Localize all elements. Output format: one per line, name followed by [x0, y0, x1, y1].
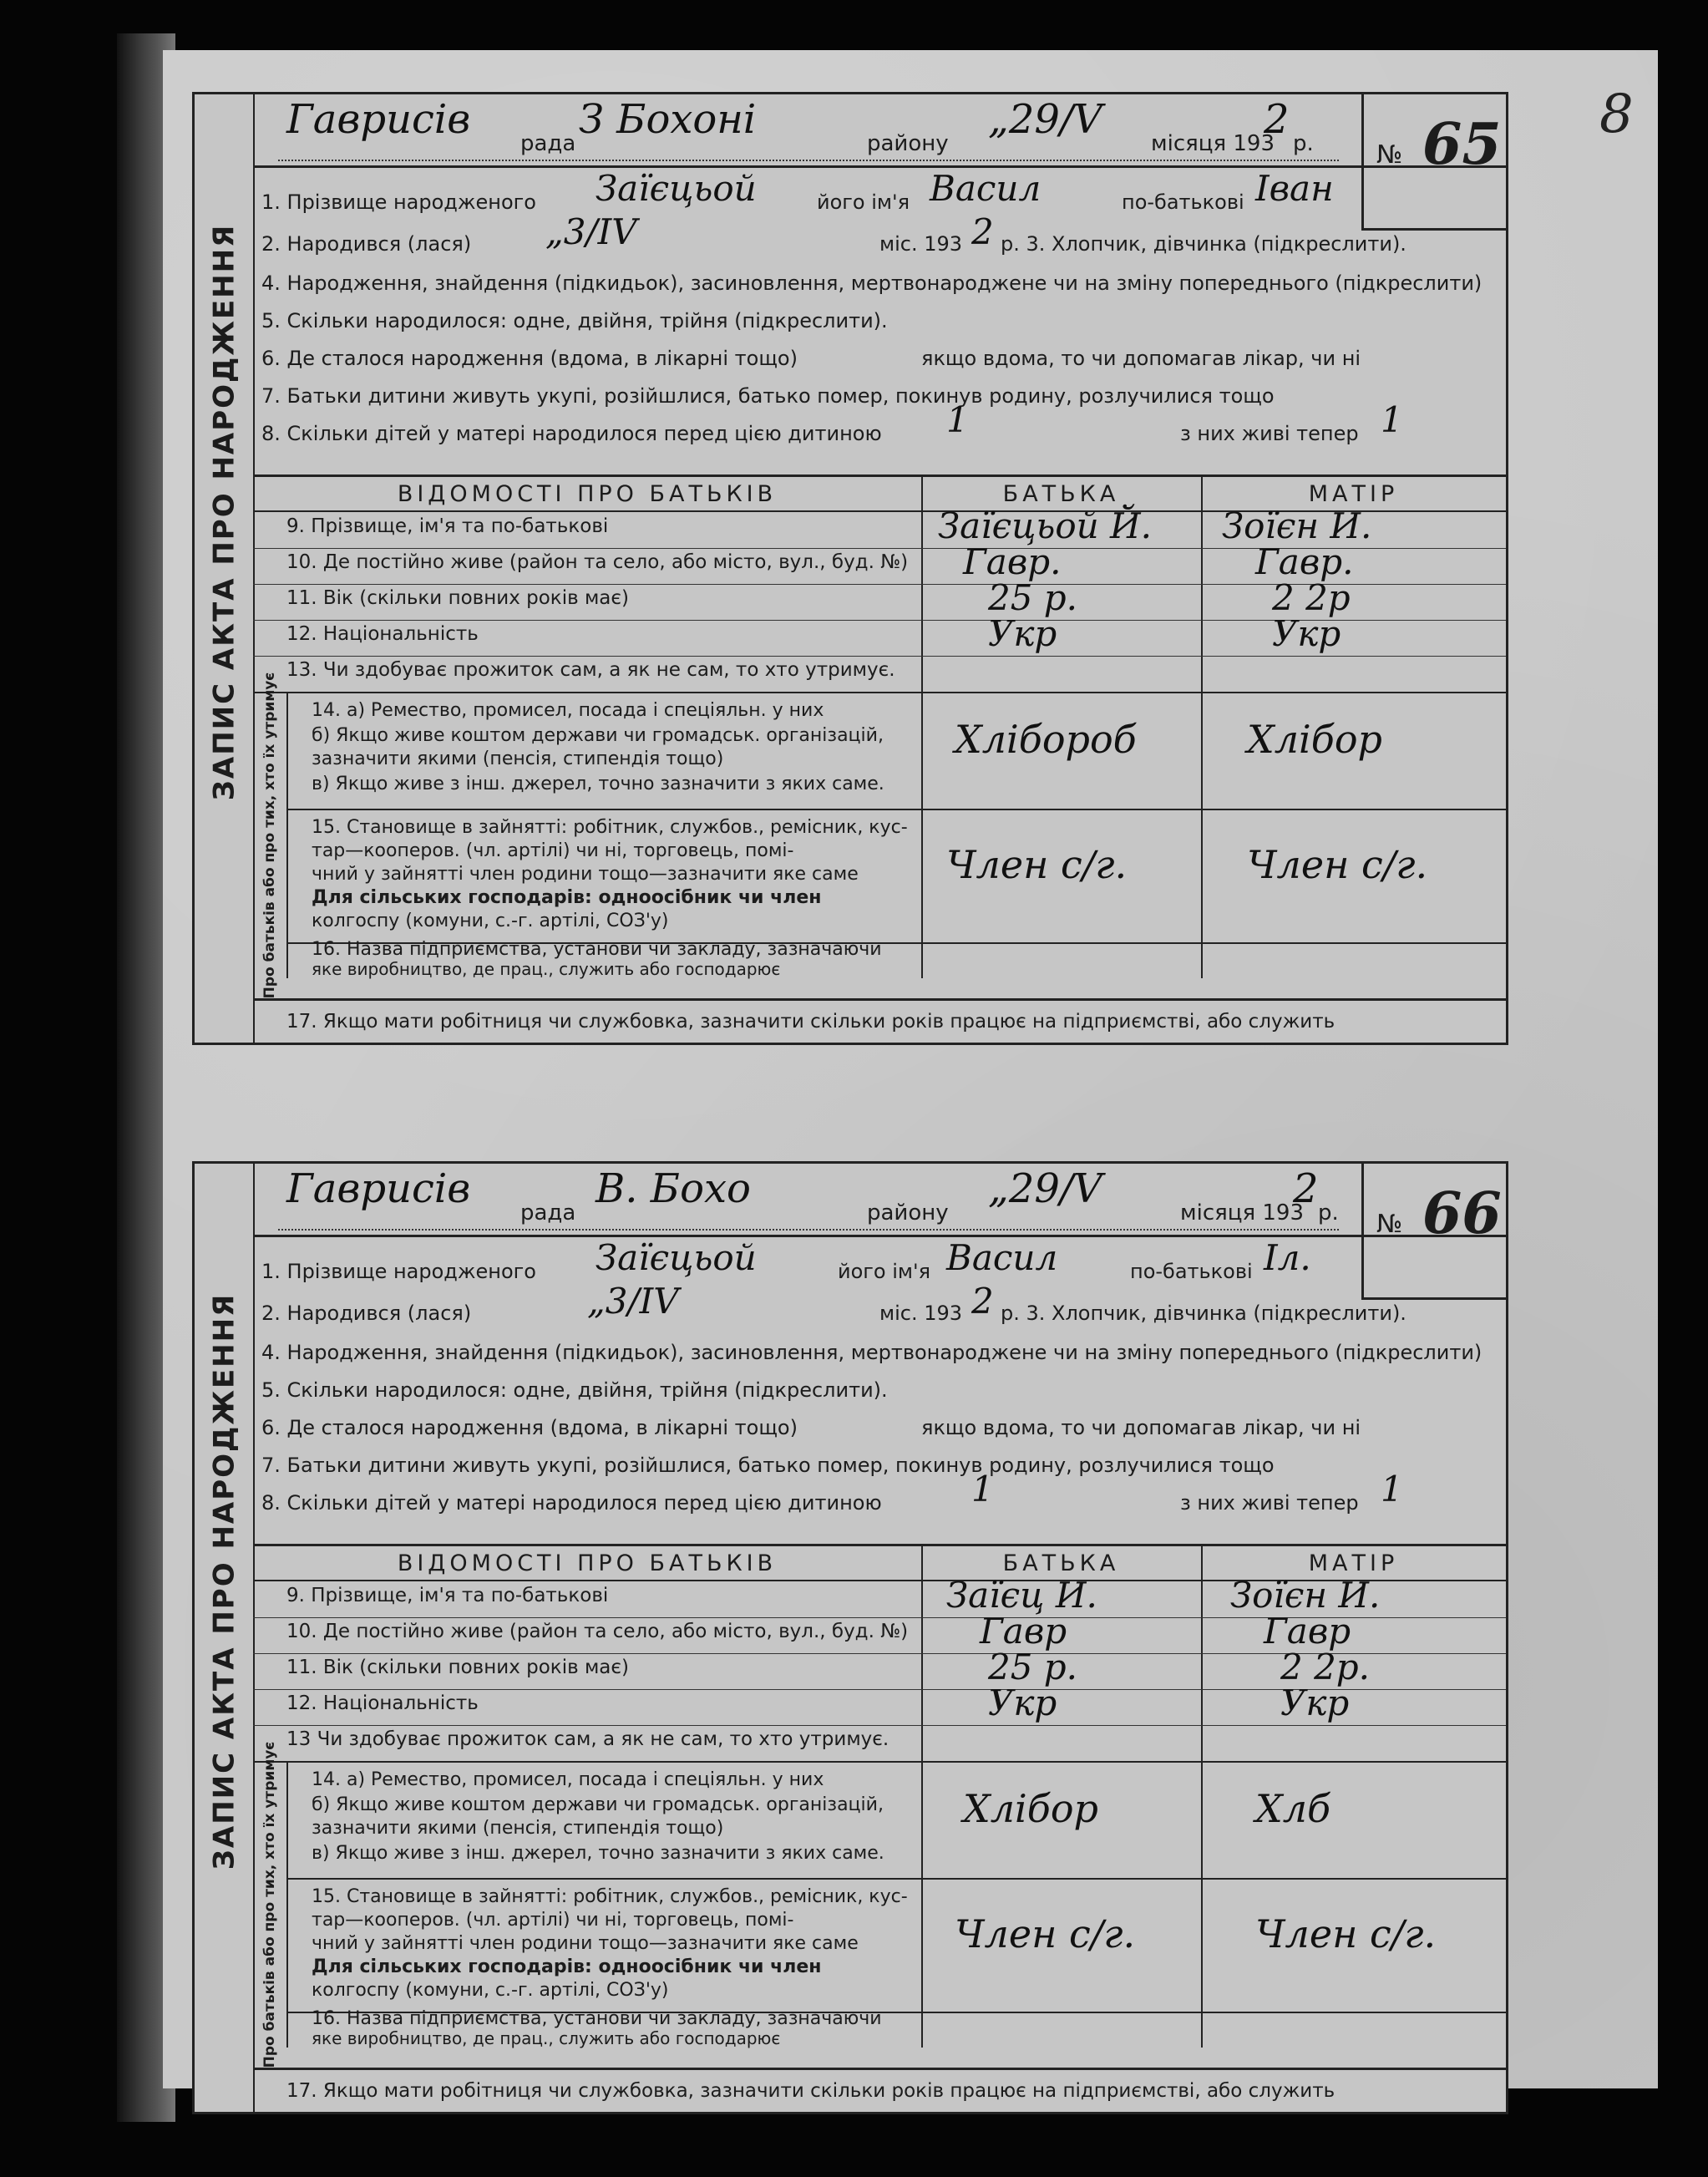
village-handwritten: Гаврисів — [286, 96, 471, 143]
doctor-label: якщо вдома, то чи допомагав лікар, чи ні — [921, 347, 1361, 370]
month-label: місяця 193 — [1151, 131, 1275, 156]
father-residence-handwritten: Гавр — [980, 1611, 1067, 1652]
row-age: 11. Вік (скільки повних років має) 25 р. 2 2р. — [253, 1653, 1506, 1690]
row-birth-type: 4. Народження, знайдення (підкидьок), засиновлення, мертвонароджене чи на зміну попереднього (підкреслити) — [261, 1341, 1482, 1364]
row-parents-status: 7. Батьки дитини живуть укупі, розійшлися, батько помер, покинув родину, розлучилися тощо — [261, 1454, 1275, 1477]
father-occupation-handwritten: Хлібороб — [955, 717, 1137, 762]
form-header — [253, 94, 1506, 168]
children-alive-handwritten: 1 — [1381, 399, 1403, 440]
rayon-label: району — [867, 1200, 949, 1226]
record-number-box — [1361, 1164, 1506, 1300]
row-parents-status: 7. Батьки дитини живуть укупі, розійшлися, батько помер, покинув родину, розлучилися тощо — [261, 384, 1275, 408]
patronymic-label: по-батькові — [1130, 1260, 1253, 1283]
mother-status-handwritten: Член с/г. — [1255, 1911, 1437, 1956]
row-parent-name: 9. Прізвище, ім'я та по-батькові Заїєц И. Зоїєн И. — [253, 1581, 1506, 1618]
number-label: № — [1376, 140, 1403, 170]
row-children-count: 8. Скільки дітей у матері народилося перед цією дитиною — [261, 1491, 882, 1515]
mother-age-handwritten: 2 2р — [1272, 577, 1351, 618]
children-before-handwritten: 1 — [946, 399, 969, 440]
parents-info-table — [253, 1544, 1506, 2068]
footer-row-17: 17. Якщо мати робітниця чи службовка, зазначити скільки років працює на підприємстві, або служить — [253, 998, 1506, 1043]
parents-table-title: ВІДОМОСТІ ПРО БАТЬКІВ — [253, 477, 921, 512]
rada-handwritten: В. Бохо — [596, 1165, 751, 1212]
village-handwritten: Гаврисів — [286, 1165, 471, 1212]
born-sex-label: р. 3. Хлопчик, дівчинка (підкреслити). — [1001, 232, 1406, 256]
birth-record-form-2 — [192, 1161, 1508, 2114]
father-nationality-handwritten: Укр — [988, 1682, 1057, 1723]
mother-occupation-handwritten: Хлб — [1255, 1786, 1331, 1831]
day-handwritten: „29/V — [988, 96, 1102, 143]
row-enterprise: 16. Назва підприємства, установи чи закладу, зазначаючи яке виробництво, де прац., служить або господарює — [312, 939, 882, 979]
row-employment-status: 15. Становище в зайнятті: робітник, службов., ремісник, кус- тар—кооперов. (чл. артілі) чи ні, торговець, помі- чний у зайнятті член родини тощо—зазначити яке саме Для сільських господарів: одноосібник чи член колгоспу (комуни, с.-г. артілі, СОЗ'у) Член с/г. Член с/г. — [286, 1878, 1506, 2013]
year-handwritten: 2 — [1264, 96, 1290, 143]
father-name-handwritten: Заїєцьой Й. — [938, 505, 1152, 546]
father-age-handwritten: 25 р. — [988, 577, 1078, 618]
row-birth-count: 5. Скільки народилося: одне, двійня, трійня (підкреслити). — [261, 1378, 888, 1402]
side-title: ЗАПИС АКТА ПРО НАРОДЖЕННЯ — [207, 223, 241, 801]
footer-row-17: 17. Якщо мати робітниця чи службовка, зазначити скільки років працює на підприємстві, або служить — [253, 2068, 1506, 2112]
year-suffix: р. — [1293, 131, 1314, 156]
father-status-handwritten: Член с/г. — [946, 842, 1128, 887]
mother-age-handwritten: 2 2р. — [1280, 1647, 1371, 1687]
year-suffix: р. — [1318, 1200, 1339, 1226]
patronymic-label: по-батькові — [1122, 190, 1244, 214]
row-residence: 10. Де постійно живе (район та село, або місто, вул., буд. №) Гавр Гавр — [253, 1617, 1506, 1654]
col-mother: МАТІР — [1201, 477, 1506, 512]
month-label: місяця 193 — [1180, 1200, 1305, 1226]
rayon-label: району — [867, 131, 949, 156]
col-father: БАТЬКА — [921, 1546, 1201, 1581]
row-enterprise: 16. Назва підприємства, установи чи закладу, зазначаючи яке виробництво, де прац., служить або господарює — [312, 2008, 882, 2048]
surname-handwritten: Заїєцьой — [596, 168, 757, 209]
record-number-box — [1361, 94, 1506, 231]
born-sex-label: р. 3. Хлопчик, дівчинка (підкреслити). — [1001, 1302, 1406, 1325]
name-label: його ім'я — [838, 1260, 931, 1283]
born-date-handwritten: „3/IV — [545, 211, 637, 252]
record-number: 65 — [1422, 111, 1502, 178]
header-underline — [278, 1229, 1339, 1231]
born-year-handwritten: 2 — [971, 1281, 994, 1322]
number-label: № — [1376, 1210, 1403, 1239]
row-parent-name: 9. Прізвище, ім'я та по-батькові Заїєцьой Й. Зоїєн И. — [253, 512, 1506, 549]
father-name-handwritten: Заїєц И. — [946, 1575, 1097, 1616]
parents-info-table — [253, 474, 1506, 998]
sub-sidebar: Про батьків або про тих, хто їх утримує — [253, 692, 288, 978]
row-livelihood: 13 Чи здобуває прожиток сам, а як не сам, то хто утримує. — [253, 1725, 1506, 1763]
form-sidebar — [195, 1164, 255, 2112]
mother-residence-handwritten: Гавр. — [1255, 541, 1354, 582]
row-occupation: 14. а) Ремество, промисел, посада і спеціяльн. у них б) Якщо живе коштом держави чи громадськ. організацій, зазначити якими (пенсія, стипендія тощо) в) Якщо живе з інш. джерел, точно зазначити з яких саме. Хлібороб Хлібор — [286, 692, 1506, 810]
father-nationality-handwritten: Укр — [988, 613, 1057, 654]
row-nationality: 12. Національність Укр Укр — [253, 620, 1506, 657]
name-handwritten: Васил — [946, 1237, 1058, 1278]
father-residence-handwritten: Гавр. — [963, 541, 1062, 582]
row-birth-type: 4. Народження, знайдення (підкидьок), засиновлення, мертвонароджене чи на зміну попереднього (підкреслити) — [261, 271, 1482, 295]
doctor-label: якщо вдома, то чи допомагав лікар, чи ні — [921, 1416, 1361, 1439]
row-children-count: 8. Скільки дітей у матері народилося перед цією дитиною — [261, 422, 882, 445]
father-age-handwritten: 25 р. — [988, 1647, 1078, 1687]
mother-nationality-handwritten: Укр — [1280, 1682, 1350, 1723]
father-status-handwritten: Член с/г. — [955, 1911, 1136, 1956]
row-birth-place: 6. Де сталося народження (вдома, в лікарні тощо) — [261, 1416, 798, 1439]
mother-nationality-handwritten: Укр — [1272, 613, 1341, 654]
col-father: БАТЬКА — [921, 477, 1201, 512]
father-occupation-handwritten: Хлібор — [963, 1786, 1098, 1831]
born-month-label: міс. 193 — [879, 232, 963, 256]
row-birth-place: 6. Де сталося народження (вдома, в лікарні тощо) — [261, 347, 798, 370]
children-before-handwritten: 1 — [971, 1469, 994, 1510]
mother-residence-handwritten: Гавр — [1264, 1611, 1351, 1652]
row-born-label: 2. Народився (лася) — [261, 1302, 472, 1325]
patronymic-handwritten: Іван — [1255, 168, 1334, 209]
born-date-handwritten: „3/IV — [587, 1281, 679, 1322]
mother-name-handwritten: Зоїєн И. — [1222, 505, 1372, 546]
patronymic-handwritten: Іл. — [1264, 1237, 1311, 1278]
rada-handwritten: З Бохоні — [579, 96, 757, 143]
row-born-label: 2. Народився (лася) — [261, 232, 472, 256]
name-label: його ім'я — [817, 190, 910, 214]
row-surname: 1. Прізвище народженого — [261, 190, 536, 214]
mother-status-handwritten: Член с/г. — [1247, 842, 1428, 887]
page-number: 8 — [1599, 84, 1634, 145]
mother-name-handwritten: Зоїєн И. — [1230, 1575, 1381, 1616]
children-alive-label: з них живі тепер — [1180, 1491, 1359, 1515]
sub-sidebar: Про батьків або про тих, хто їх утримує — [253, 1761, 288, 2048]
form-header — [253, 1164, 1506, 1237]
day-handwritten: „29/V — [988, 1165, 1102, 1212]
year-handwritten: 2 — [1293, 1165, 1319, 1212]
row-employment-status: 15. Становище в зайнятті: робітник, службов., ремісник, кус- тар—кооперов. (чл. артілі) чи ні, торговець, помі- чний у зайнятті член родини тощо—зазначити яке саме Для сільських господарів: одноосібник чи член колгоспу (комуни, с.-г. артілі, СОЗ'у) Член с/г. Член с/г. — [286, 809, 1506, 944]
row-surname: 1. Прізвище народженого — [261, 1260, 536, 1283]
born-month-label: міс. 193 — [879, 1302, 963, 1325]
row-nationality: 12. Національність Укр Укр — [253, 1689, 1506, 1726]
born-year-handwritten: 2 — [971, 211, 994, 252]
col-mother: МАТІР — [1201, 1546, 1506, 1581]
children-alive-handwritten: 1 — [1381, 1469, 1403, 1510]
row-occupation: 14. а) Ремество, промисел, посада і спеціяльн. у них б) Якщо живе коштом держави чи громадськ. організацій, зазначити якими (пенсія, стипендія тощо) в) Якщо живе з інш. джерел, точно зазначити з яких саме. Хлібор Хлб — [286, 1761, 1506, 1880]
side-title: ЗАПИС АКТА ПРО НАРОДЖЕННЯ — [207, 1292, 241, 1870]
name-handwritten: Васил — [930, 168, 1042, 209]
form-sidebar — [195, 94, 255, 1043]
record-number: 66 — [1422, 1180, 1502, 1247]
rada-label: рада — [520, 1200, 576, 1226]
row-birth-count: 5. Скільки народилося: одне, двійня, трійня (підкреслити). — [261, 309, 888, 332]
mother-occupation-handwritten: Хлібор — [1247, 717, 1382, 762]
header-underline — [278, 160, 1339, 161]
row-livelihood: 13. Чи здобуває прожиток сам, а як не сам, то хто утримує. — [253, 656, 1506, 693]
parents-table-title: ВІДОМОСТІ ПРО БАТЬКІВ — [253, 1546, 921, 1581]
surname-handwritten: Заїєцьой — [596, 1237, 757, 1278]
row-residence: 10. Де постійно живе (район та село, або місто, вул., буд. №) Гавр. Гавр. — [253, 548, 1506, 585]
rada-label: рада — [520, 131, 576, 156]
birth-record-form-1 — [192, 92, 1508, 1045]
row-age: 11. Вік (скільки повних років має) 25 р. 2 2р — [253, 584, 1506, 621]
children-alive-label: з них живі тепер — [1180, 422, 1359, 445]
